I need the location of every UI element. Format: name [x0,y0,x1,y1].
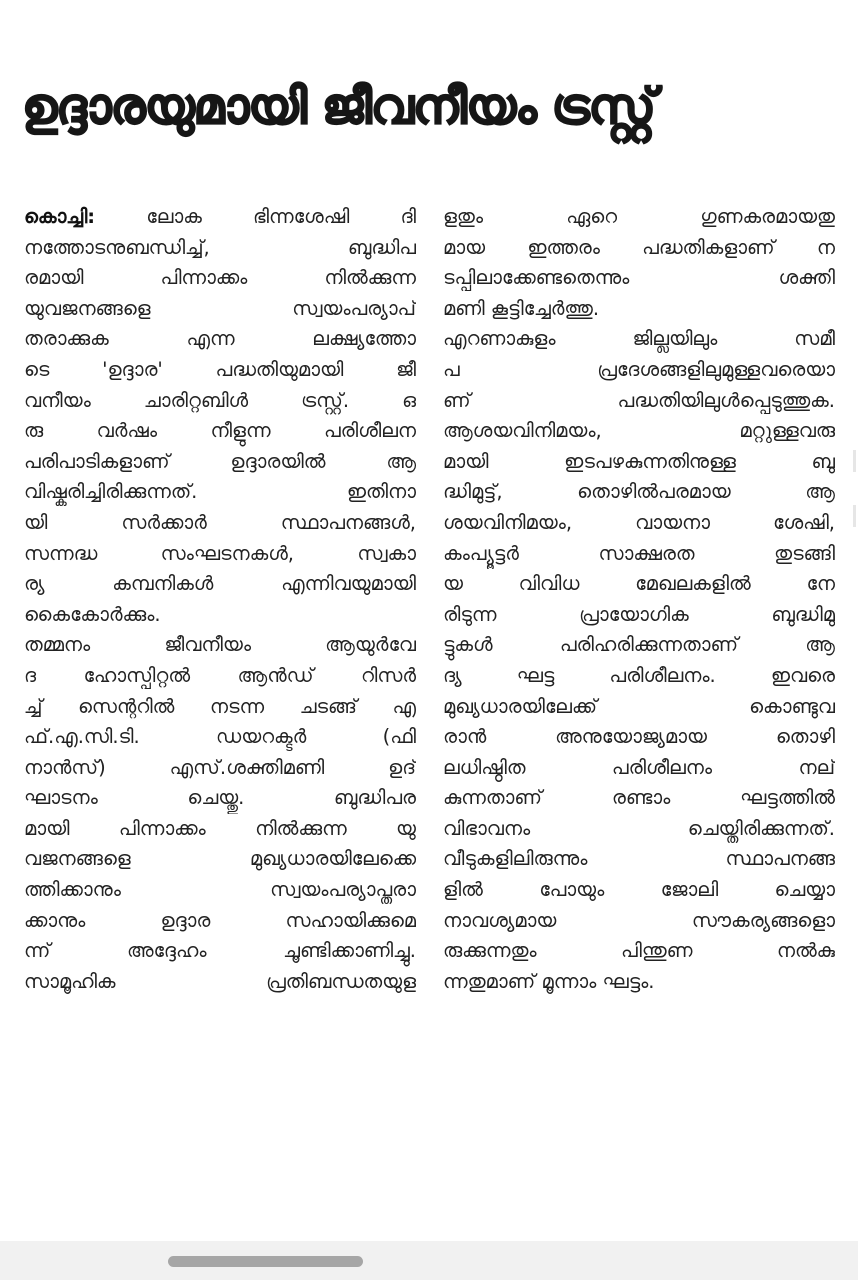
article-line: മായി പിന്നാക്കം നിൽക്കുന്ന യു [24,816,416,840]
article-line: കൈകോർക്കും. [24,602,161,626]
article-line: എറണാകുളം ജില്ലയിലും സമീ [443,327,835,351]
article-line: ഘാടനം ചെയ്തു. ബുദ്ധിപര [24,786,416,810]
article-line: ണ് പദ്ധതിയിലുൾപ്പെടുത്തുക. [443,388,835,412]
article-line: ആശയവിനിമയം, മറ്റുള്ളവരു [443,419,835,443]
article-line: കുന്നതാണ് രണ്ടാം ഘട്ടത്തിൽ [443,786,835,810]
article-line: ളിൽ പോയും ജോലി ചെയ്യാ [443,878,835,902]
article-line: രു വർഷം നീളുന്ന പരിശീലന [24,419,416,443]
page-edge-mark [853,450,856,472]
article-line: സന്നദ്ധ സംഘടനകൾ, സ്വകാ [24,541,416,565]
article-line: വജനങ്ങളെ മുഖ്യധാരയിലേക്കെ [24,847,416,871]
article-line: നാൻസ്) എസ്.ശക്തിമണി ഉദ് [24,755,416,779]
article-line: രിടുന്ന പ്രായോഗിക ബുദ്ധിമു [443,602,835,626]
article-line: രുക്കുന്നതും പിന്തുണ നൽകു [443,939,835,963]
article-line: വിഷ്കരിച്ചിരിക്കുന്നത്. ഇതിനാ [24,480,416,504]
page-edge-mark [853,505,856,527]
article-line: പരിപാടികളാണ് ഉദ്ദാരയിൽ ആ [24,449,416,473]
article-line: യി സർക്കാർ സ്ഥാപനങ്ങൾ, [24,510,416,534]
article-line: ദ ഹോസ്പിറ്റൽ ആൻഡ് റിസർ [24,663,416,687]
article-line: ക്കാനും ഉദ്ദാര സഹായിക്കുമെ [24,908,416,932]
article-line: നത്തോടനുബന്ധിച്ച്, ബുദ്ധിപ [24,235,416,259]
article-line: യ വിവിധ മേഖലകളിൽ നേ [443,572,835,596]
article-line: വനീയം ചാരിറ്റബിൾ ട്രസ്റ്റ്. ഒ [24,388,416,412]
article-line: ഫ്.എ.സി.ടി. ഡയറക്ടർ (ഫി [24,725,416,749]
article-column-right [443,202,835,997]
article-line: ലധിഷ്ഠിത പരിശീലനം നല് [443,755,835,779]
article-line [24,202,416,233]
article-column-left [24,202,416,997]
article-line: രാൻ അനുയോജ്യമായ തൊഴി [443,725,835,749]
article-line: ട്ടുകൾ പരിഹരിക്കുന്നതാണ് ആ [443,633,835,657]
headline: ഉദ്ദാരയുമായി ജീവനീയം ട്രസ്റ്റ് [22,78,655,135]
article-line: സാമൂഹിക പ്രതിബന്ധതയുള [24,969,416,993]
article-line: ളതും ഏറെ ഗുണകരമായതു [443,205,835,228]
article-line-text: ലോക ഭിന്നശേഷി ദി [95,205,416,228]
article-line: രമായി പിന്നാക്കം നിൽക്കുന്ന [24,266,416,290]
article-line: ച്ച് സെന്ററിൽ നടന്ന ചടങ്ങ് എ [24,694,416,718]
article-line: മായ ഇത്തരം പദ്ധതികളാണ് ന [443,235,835,259]
system-navigation-bar [0,1241,858,1280]
article-line: ടെ 'ഉദ്ദാര' പദ്ധതിയുമായി ജീ [24,357,416,381]
article-line: മണി കൂട്ടിച്ചേർത്തു. [443,296,600,320]
home-indicator[interactable] [168,1256,363,1267]
article-line: വീടുകളിലിരുന്നും സ്ഥാപനങ്ങ [443,847,835,871]
article-line: തരാക്കുക എന്ന ലക്ഷ്യത്തോ [24,327,416,351]
article-line: കംപ്യൂട്ടർ സാക്ഷരത തുടങ്ങി [443,541,835,565]
article-line: ത്തിക്കാനും സ്വയംപര്യാപ്തരാ [24,878,416,902]
article-line: ദ്ധിമുട്ട്, തൊഴിൽപരമായ ആ [443,480,835,504]
article-line: മായി ഇടപഴകുന്നതിനുള്ള ബു [443,449,835,473]
article-line: ന്നതുമാണ് മൂന്നാം ഘട്ടം. [443,969,655,993]
article-line: ദ്യ ഘട്ട പരിശീലനം. ഇവരെ [443,663,835,687]
article-line: മുഖ്യധാരയിലേക്ക് കൊണ്ടുവ [443,694,835,718]
dateline: കൊച്ചി: [24,205,96,228]
article-line: ന്ന് അദ്ദേഹം ചൂണ്ടിക്കാണിച്ചു. [24,939,416,963]
article-line: ര്യ കമ്പനികൾ എന്നിവയുമായി [24,572,416,596]
article-line: ടപ്പിലാക്കേണ്ടതെന്നും ശക്തി [443,266,835,290]
article-line: തമ്മനം ജീവനീയം ആയുർവേ [24,633,416,657]
article-line: നാവശ്യമായ സൗകര്യങ്ങളൊ [443,908,835,932]
article-line: പ പ്രദേശങ്ങളിലുമുള്ളവരെയാ [443,357,835,381]
article-line: വിഭാവനം ചെയ്തിരിക്കുന്നത്. [443,816,835,840]
article-line: യുവജനങ്ങളെ സ്വയംപര്യാപ് [24,296,416,320]
article-line: ശയവിനിമയം, വായനാ ശേഷി, [443,510,835,534]
